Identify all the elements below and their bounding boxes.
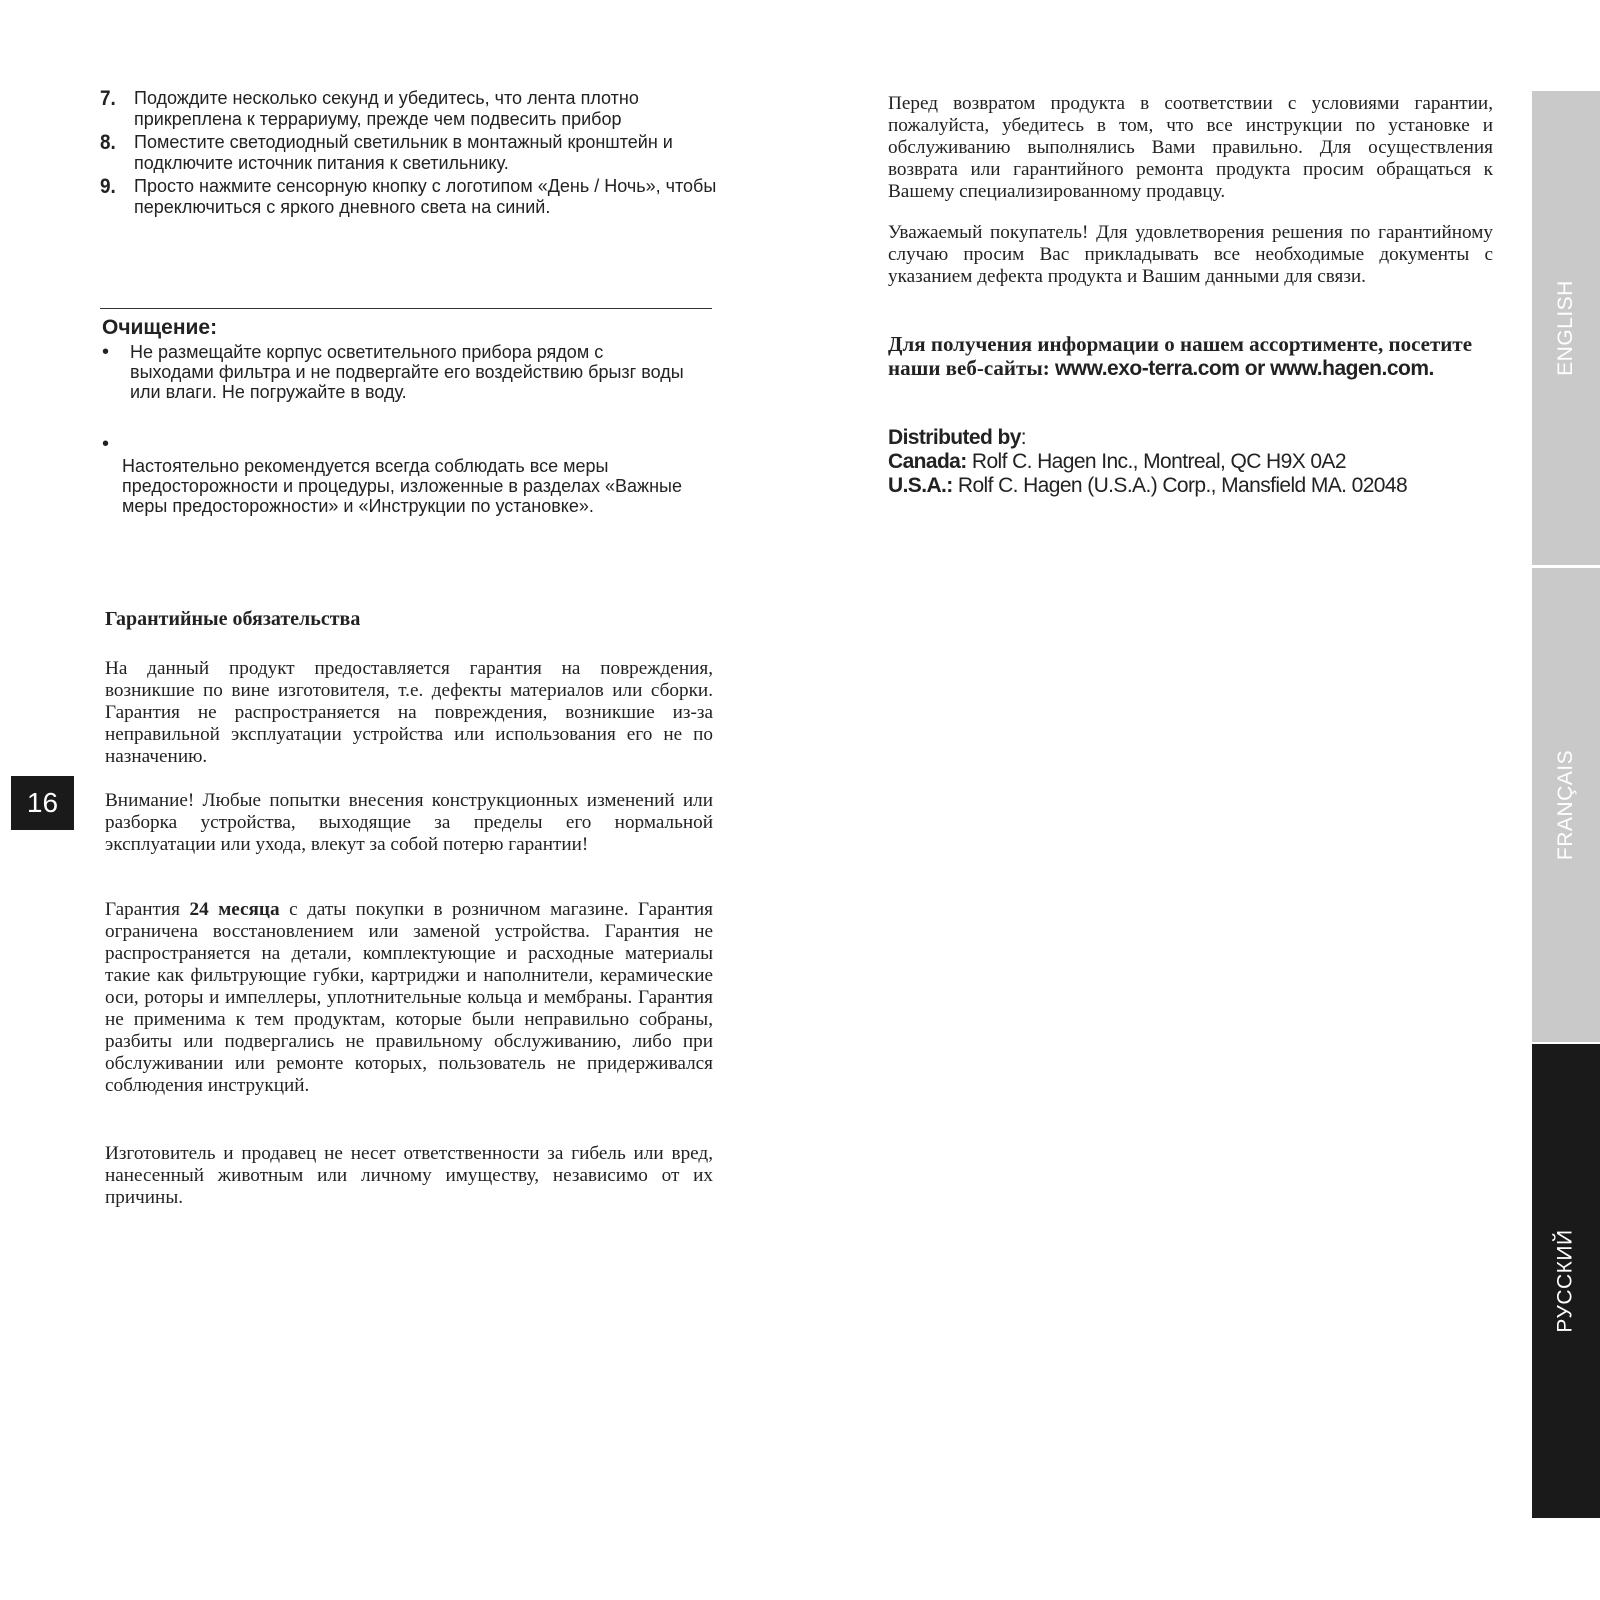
return-paragraph: Перед возвратом продукта в соответствии с условиями гарантии, пожалуйста, убедитесь в том, что все инструкции по установке и обслуживанию выполнялись Вами правильно. Для осуществления возврата или гарантийного ремонта продукта просим обращаться к Вашему специализированному продавцу. — [888, 93, 1493, 202]
warranty-text: с даты покупки в розничном магазине. Гарантия ограничена восстановлением или заменой устройства. Гарантия не распространяется на детали, комплектующие и расходные материалы такие как фильтрующие губки, картриджи и наполнители, керамические оси, роторы и импеллеры, уплотнительные кольца и мембраны. Гарантия не применима к тем продуктам, которые были неправильно собраны, разбиты или подвергались не правильному обслуживанию, либо при обслуживании или ремонте которых, пользователь не придерживался соблюдения инструкций. — [105, 899, 713, 1096]
page-number: 16 — [11, 776, 74, 830]
warranty-paragraph: Изготовитель и продавец не несет ответственности за гибель или вред, нанесенный животным или личному имуществу, независимо от их причины. — [105, 1143, 713, 1208]
cleaning-bullet — [102, 342, 692, 402]
step-item — [100, 176, 740, 218]
warranty-title: Гарантийные обязательства — [105, 608, 361, 630]
warranty-text: Гарантия — [105, 899, 190, 920]
tab-russian[interactable] — [1532, 1044, 1600, 1518]
step-text: Поместите светодиодный светильник в монтажный кронштейн и подключите источник питания к светильнику. — [134, 132, 673, 173]
tab-label: FRANÇAIS — [1554, 749, 1577, 861]
step-item — [100, 132, 740, 174]
customer-paragraph: Уважаемый покупатель! Для удовлетворения решения по гарантийному случаю просим Вас прикладывать все необходимые документы с указанием дефекта продукта и Вашим данными для связи. — [888, 222, 1493, 287]
step-item — [100, 88, 740, 130]
cleaning-bullet — [102, 434, 692, 516]
tab-english[interactable] — [1532, 91, 1600, 565]
distributor-block — [888, 426, 1407, 498]
tab-label: ENGLISH — [1554, 280, 1578, 376]
step-number: 7. — [100, 87, 116, 110]
tab-francais[interactable] — [1532, 568, 1600, 1042]
bullet-text: Настоятельно рекомендуется всегда соблюдать все меры предосторожности и процедуры, изложенные в разделах «Важные меры предосторожности» и «Инструкции по установке». — [122, 456, 682, 516]
warranty-paragraph: На данный продукт предоставляется гарантия на повреждения, возникшие по вине изготовителя, т.е. дефекты материалов или сборки. Гарантия не распространяется на повреждения, возникшие из-за неправильной эксплуатации устройства или использования его не по назначению. — [105, 658, 713, 767]
step-number: 8. — [100, 131, 116, 154]
usa-address: Rolf C. Hagen (U.S.A.) Corp., Mansfield MA. 02048 — [957, 474, 1408, 497]
warranty-paragraph — [105, 899, 713, 1097]
installation-steps — [100, 88, 740, 220]
usa-label: U.S.A.: — [888, 474, 953, 497]
website-links: www.exo-terra.com or www.hagen.com. — [1054, 357, 1434, 380]
section-divider — [100, 308, 712, 309]
bullet-icon: • — [102, 341, 110, 363]
distributed-by-label: Distributed by — [888, 426, 1021, 449]
step-number: 9. — [100, 175, 116, 198]
tab-label: РУССКИЙ — [1554, 1229, 1578, 1333]
warranty-paragraph: Внимание! Любые попытки внесения конструкционных изменений или разборка устройства, выходящие за пределы его нормальной эксплуатации или ухода, влекут за собой потерю гарантии! — [105, 790, 713, 855]
info-block — [888, 332, 1508, 381]
colon: : — [1020, 426, 1027, 449]
cleaning-title: Очищение: — [102, 316, 218, 339]
bullet-text: Не размещайте корпус осветительного прибора рядом с выходами фильтра и не подвергайте его воздействию брызг воды или влаги. Не погружайте в воду. — [130, 342, 684, 402]
warranty-period: 24 месяца — [189, 899, 280, 920]
step-text: Подождите несколько секунд и убедитесь, что лента плотно прикреплена к террариуму, прежде чем подвесить прибор — [134, 88, 639, 129]
canada-address: Rolf C. Hagen Inc., Montreal, QC H9X 0A2 — [971, 450, 1346, 473]
bullet-icon: • — [102, 433, 110, 455]
canada-label: Canada: — [888, 450, 967, 473]
step-text: Просто нажмите сенсорную кнопку с логотипом «День / Ночь», чтобы переключиться с яркого дневного света на синий. — [134, 176, 717, 217]
info-text: Для получения информации о нашем ассортименте, посетите наши веб-сайты: — [888, 332, 1473, 380]
